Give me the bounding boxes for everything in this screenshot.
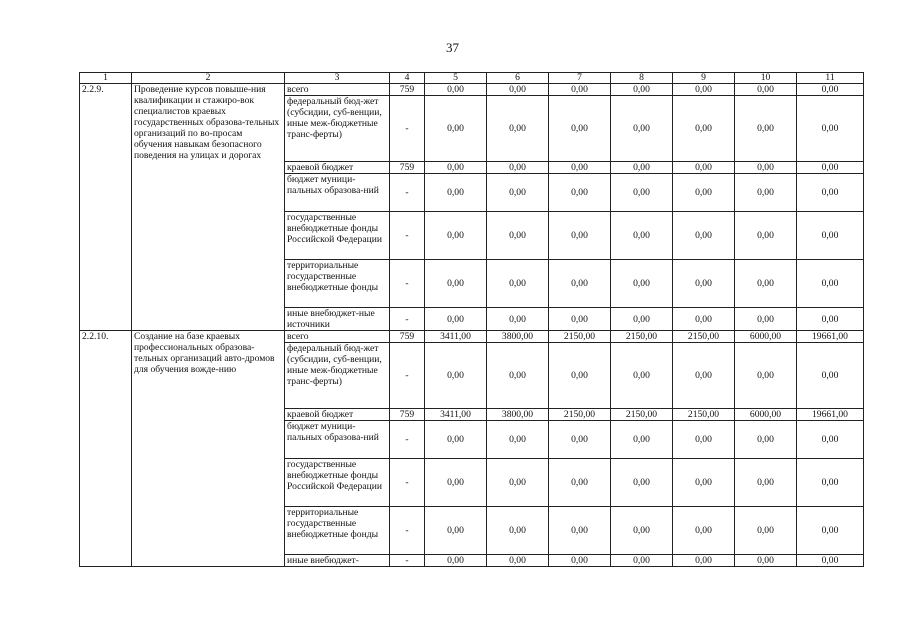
year-value: 0,00 [735, 212, 797, 260]
year-value: 0,00 [673, 212, 735, 260]
year-value: 3411,00 [425, 331, 487, 343]
year-value: 0,00 [549, 260, 611, 308]
year-value: 0,00 [673, 459, 735, 507]
year-value: 0,00 [487, 343, 549, 409]
year-value: 0,00 [487, 162, 549, 174]
funding-source: всего [285, 84, 390, 96]
year-value: 0,00 [797, 459, 864, 507]
year-value: 0,00 [673, 84, 735, 96]
year-value: 0,00 [735, 343, 797, 409]
year-value: 0,00 [611, 421, 673, 459]
year-value: 0,00 [735, 421, 797, 459]
budget-code: - [390, 421, 425, 459]
year-value: 0,00 [797, 308, 864, 331]
year-value: 0,00 [611, 96, 673, 162]
year-value: 0,00 [735, 162, 797, 174]
year-value: 0,00 [425, 260, 487, 308]
year-value: 0,00 [735, 507, 797, 555]
year-value: 0,00 [425, 459, 487, 507]
year-value: 0,00 [797, 507, 864, 555]
column-header: 3 [285, 73, 390, 84]
column-header: 11 [797, 73, 864, 84]
budget-code: - [390, 308, 425, 331]
year-value: 0,00 [673, 555, 735, 567]
year-value: 0,00 [673, 96, 735, 162]
year-value: 0,00 [673, 260, 735, 308]
funding-source: всего [285, 331, 390, 343]
year-value: 0,00 [673, 174, 735, 212]
year-value: 0,00 [611, 162, 673, 174]
year-value: 0,00 [797, 260, 864, 308]
year-value: 0,00 [797, 96, 864, 162]
funding-source: территориальные государственные внебюджетные фонды [285, 260, 390, 308]
year-value: 0,00 [487, 96, 549, 162]
budget-code: - [390, 260, 425, 308]
year-value: 0,00 [549, 555, 611, 567]
year-value: 0,00 [797, 84, 864, 96]
year-value: 19661,00 [797, 409, 864, 421]
budget-code: 759 [390, 409, 425, 421]
budget-code: - [390, 555, 425, 567]
table-row [80, 331, 864, 343]
year-value: 2150,00 [549, 409, 611, 421]
year-value: 2150,00 [611, 331, 673, 343]
year-value: 0,00 [487, 174, 549, 212]
year-value: 2150,00 [549, 331, 611, 343]
budget-code: 759 [390, 331, 425, 343]
year-value: 6000,00 [735, 409, 797, 421]
year-value: 0,00 [487, 212, 549, 260]
year-value: 0,00 [425, 507, 487, 555]
item-title: Проведение курсов повыше-ния квалификации и стажиро-вок специалистов краевых государственных образова-тельных организаций по во-просам обучения навыкам безопасного поведения на улицах и дорогах [132, 84, 285, 331]
budget-code: 759 [390, 162, 425, 174]
budget-code: - [390, 459, 425, 507]
budget-code: 759 [390, 84, 425, 96]
year-value: 0,00 [735, 260, 797, 308]
year-value: 0,00 [487, 555, 549, 567]
year-value: 0,00 [425, 212, 487, 260]
item-number: 2.2.9. [80, 84, 132, 331]
year-value: 0,00 [673, 507, 735, 555]
year-value: 0,00 [549, 162, 611, 174]
year-value: 3411,00 [425, 409, 487, 421]
funding-source: краевой бюджет [285, 409, 390, 421]
year-value: 0,00 [549, 96, 611, 162]
year-value: 0,00 [673, 343, 735, 409]
year-value: 0,00 [487, 260, 549, 308]
year-value: 0,00 [611, 343, 673, 409]
funding-source: иные внебюджет- [285, 555, 390, 567]
year-value: 0,00 [487, 84, 549, 96]
funding-source: государственные внебюджетные фонды Российской Федерации [285, 212, 390, 260]
year-value: 0,00 [735, 96, 797, 162]
year-value: 0,00 [425, 343, 487, 409]
year-value: 0,00 [425, 162, 487, 174]
year-value: 0,00 [549, 174, 611, 212]
column-header: 1 [80, 73, 132, 84]
year-value: 0,00 [549, 343, 611, 409]
year-value: 0,00 [673, 421, 735, 459]
column-header-row [80, 73, 864, 84]
column-header: 6 [487, 73, 549, 84]
year-value: 2150,00 [673, 409, 735, 421]
column-header: 8 [611, 73, 673, 84]
budget-table [79, 72, 864, 567]
year-value: 0,00 [487, 308, 549, 331]
year-value: 0,00 [797, 162, 864, 174]
year-value: 3800,00 [487, 409, 549, 421]
funding-source: краевой бюджет [285, 162, 390, 174]
year-value: 0,00 [487, 421, 549, 459]
year-value: 0,00 [425, 555, 487, 567]
budget-code: - [390, 96, 425, 162]
year-value: 0,00 [797, 421, 864, 459]
year-value: 0,00 [735, 174, 797, 212]
funding-source: государственные внебюджетные фонды Российской Федерации [285, 459, 390, 507]
year-value: 0,00 [487, 507, 549, 555]
funding-source: бюджет муници-пальных образова-ний [285, 421, 390, 459]
item-title: Создание на базе краевых профессиональных образова-тельных организаций авто-дромов для обучения вожде-нию [132, 331, 285, 567]
year-value: 0,00 [797, 555, 864, 567]
year-value: 19661,00 [797, 331, 864, 343]
budget-code: - [390, 212, 425, 260]
table-row [80, 84, 864, 96]
year-value: 2150,00 [673, 331, 735, 343]
year-value: 0,00 [425, 308, 487, 331]
column-header: 7 [549, 73, 611, 84]
year-value: 0,00 [611, 459, 673, 507]
year-value: 3800,00 [487, 331, 549, 343]
year-value: 2150,00 [611, 409, 673, 421]
column-header: 10 [735, 73, 797, 84]
page-number: 37 [446, 40, 459, 55]
year-value: 0,00 [611, 212, 673, 260]
year-value: 0,00 [425, 174, 487, 212]
year-value: 0,00 [549, 507, 611, 555]
budget-code: - [390, 507, 425, 555]
year-value: 0,00 [549, 459, 611, 507]
year-value: 0,00 [425, 96, 487, 162]
budget-code: - [390, 343, 425, 409]
year-value: 0,00 [549, 84, 611, 96]
year-value: 0,00 [611, 84, 673, 96]
column-header: 5 [425, 73, 487, 84]
year-value: 0,00 [611, 174, 673, 212]
year-value: 0,00 [735, 555, 797, 567]
year-value: 0,00 [735, 308, 797, 331]
year-value: 0,00 [611, 308, 673, 331]
column-header: 2 [132, 73, 285, 84]
year-value: 0,00 [549, 421, 611, 459]
column-header: 9 [673, 73, 735, 84]
budget-code: - [390, 174, 425, 212]
year-value: 0,00 [673, 308, 735, 331]
year-value: 0,00 [611, 555, 673, 567]
year-value: 0,00 [487, 459, 549, 507]
funding-source: иные внебюджет-ные источники [285, 308, 390, 331]
year-value: 0,00 [673, 162, 735, 174]
year-value: 0,00 [797, 174, 864, 212]
year-value: 0,00 [735, 459, 797, 507]
year-value: 0,00 [611, 260, 673, 308]
year-value: 0,00 [797, 343, 864, 409]
year-value: 0,00 [425, 421, 487, 459]
year-value: 0,00 [549, 212, 611, 260]
year-value: 0,00 [735, 84, 797, 96]
year-value: 0,00 [797, 212, 864, 260]
year-value: 0,00 [549, 308, 611, 331]
funding-source: федеральный бюд-жет (субсидии, суб-венции, иные меж-бюджетные транс-ферты) [285, 343, 390, 409]
year-value: 0,00 [611, 507, 673, 555]
funding-source: бюджет муници-пальных образова-ний [285, 174, 390, 212]
funding-source: территориальные государственные внебюджетные фонды [285, 507, 390, 555]
item-number: 2.2.10. [80, 331, 132, 567]
year-value: 6000,00 [735, 331, 797, 343]
column-header: 4 [390, 73, 425, 84]
funding-source: федеральный бюд-жет (субсидии, суб-венции, иные меж-бюджетные транс-ферты) [285, 96, 390, 162]
year-value: 0,00 [425, 84, 487, 96]
